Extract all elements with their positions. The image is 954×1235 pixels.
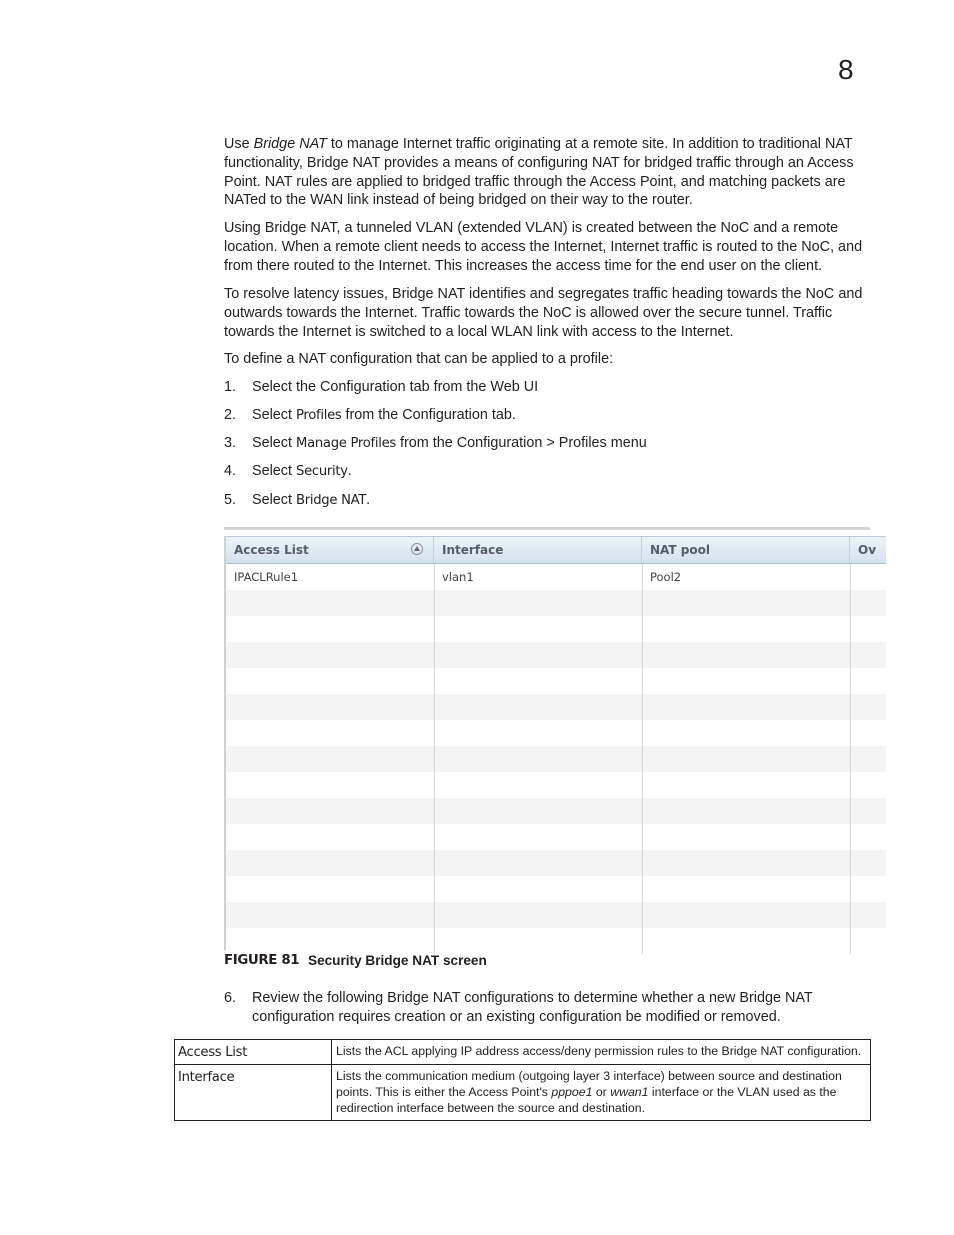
column-header-label: Ov: [858, 543, 877, 557]
step-text: [252, 434, 872, 454]
cell-access-list: IPACLRule1: [234, 570, 299, 584]
grid-header: [226, 536, 886, 564]
cell-interface: vlan1: [442, 570, 474, 584]
step-number: 3.: [224, 435, 237, 451]
bridge-nat-screenshot: [224, 527, 877, 950]
column-divider: [642, 564, 643, 954]
step-text: [252, 462, 872, 482]
step-text: [252, 378, 872, 397]
emphasis-pppoe1: pppoe1: [551, 1085, 593, 1099]
empty-row: [226, 928, 886, 954]
empty-row: [226, 616, 886, 642]
description-interface: [332, 1065, 871, 1121]
figure-title: Security Bridge NAT screen: [308, 953, 487, 968]
step-number: 1.: [224, 379, 237, 395]
empty-row: [226, 746, 886, 772]
text-span: Select: [252, 435, 296, 451]
ui-term-manage-profiles: Manage Profiles: [296, 436, 396, 451]
text-span: Lists the ACL applying IP address access/deny permission rules to the Bridge NAT configuration.: [336, 1044, 862, 1058]
step-text: [252, 406, 872, 426]
empty-row: [226, 876, 886, 902]
empty-row: [226, 590, 886, 616]
step-number: 2.: [224, 407, 237, 423]
column-header-access-list[interactable]: [226, 537, 434, 563]
ui-term-bridge-nat: Bridge NAT: [296, 493, 367, 508]
column-header-truncated[interactable]: [850, 537, 910, 563]
empty-row: [226, 720, 886, 746]
text-span: from the Configuration tab.: [341, 407, 516, 423]
empty-row: [226, 642, 886, 668]
text-span: to manage Internet traffic originating at a remote site. In addition to traditional NAT functionality, Bridge NAT provides a means of configuring NAT for bridged traffic through an Access Point. NAT rules are applied to bridged traffic through the Access Point, and matching packets are NATed to the WAN link instead of being bridged on their way to the router.: [224, 136, 854, 209]
emphasis-bridge-nat: Bridge NAT: [253, 136, 327, 152]
step-number: 4.: [224, 463, 237, 479]
empty-row: [226, 694, 886, 720]
latency-paragraph: To resolve latency issues, Bridge NAT identifies and segregates traffic heading towards the NoC and outwards towards the Internet. Traffic towards the NoC is allowed over the secure tunnel. Traffic towards the Internet is switched to a local WLAN link with access to the Internet.: [224, 286, 863, 340]
term-access-list: Access List: [175, 1040, 332, 1065]
cell-nat-pool: Pool2: [650, 570, 682, 584]
emphasis-wwan1: wwan1: [610, 1085, 649, 1099]
define-paragraph: To define a NAT configuration that can be applied to a profile:: [224, 351, 614, 367]
table-row: [175, 1040, 871, 1065]
text-span: Select: [252, 492, 296, 508]
text-span: Select the Configuration tab from the Web UI: [252, 379, 539, 395]
text-span: or: [592, 1085, 611, 1099]
step-number: 5.: [224, 492, 237, 508]
empty-row: [226, 668, 886, 694]
empty-row: [226, 850, 886, 876]
column-divider: [434, 564, 435, 954]
tunnel-paragraph: Using Bridge NAT, a tunneled VLAN (extended VLAN) is created between the NoC and a remote location. When a remote client needs to access the Internet, Internet traffic is routed to the NoC, and from there routed to the Internet. This increases the access time for the end user on the client.: [224, 220, 863, 274]
empty-row: [226, 798, 886, 824]
ui-term-profiles: Profiles: [296, 408, 342, 423]
step-text: [252, 491, 872, 511]
text-span: Select: [252, 463, 296, 479]
column-divider: [850, 564, 851, 954]
column-header-label: NAT pool: [650, 543, 710, 557]
empty-row: [226, 824, 886, 850]
column-header-label: Access List: [234, 543, 309, 557]
text-span: Select: [252, 407, 296, 423]
term-interface: Interface: [175, 1065, 332, 1121]
ui-term-security: Security: [296, 464, 348, 479]
chapter-number: 8: [838, 54, 854, 85]
figure-label: FIGURE 81: [224, 953, 300, 968]
empty-row: [226, 902, 886, 928]
text-span: .: [366, 492, 371, 508]
column-header-label: Interface: [442, 543, 504, 557]
text-span: Lists the communication medium (outgoing layer 3 interface) between source and destination points. This is either the Access Point's: [336, 1069, 842, 1099]
text-span: interface or the VLAN used as the redirection interface between the source and destination.: [336, 1085, 837, 1115]
grid-body: [226, 564, 886, 954]
text-span: Use: [224, 136, 254, 152]
text-span: .: [347, 463, 352, 479]
sort-ascending-icon[interactable]: [411, 543, 423, 555]
column-header-interface[interactable]: [434, 537, 642, 563]
text-span: from the Configuration > Profiles menu: [395, 435, 647, 451]
description-access-list: [332, 1040, 871, 1065]
reference-table: [174, 1039, 871, 1121]
step-number: 6.: [224, 990, 237, 1006]
empty-row: [226, 772, 886, 798]
figure-caption: [224, 952, 487, 970]
intro-paragraph: [224, 135, 874, 210]
table-row: [175, 1065, 871, 1121]
column-header-nat-pool[interactable]: [642, 537, 850, 563]
table-row[interactable]: [226, 564, 886, 590]
step-text: Review the following Bridge NAT configurations to determine whether a new Bridge NAT configuration requires creation or an existing configuration be modified or removed.: [252, 990, 813, 1025]
